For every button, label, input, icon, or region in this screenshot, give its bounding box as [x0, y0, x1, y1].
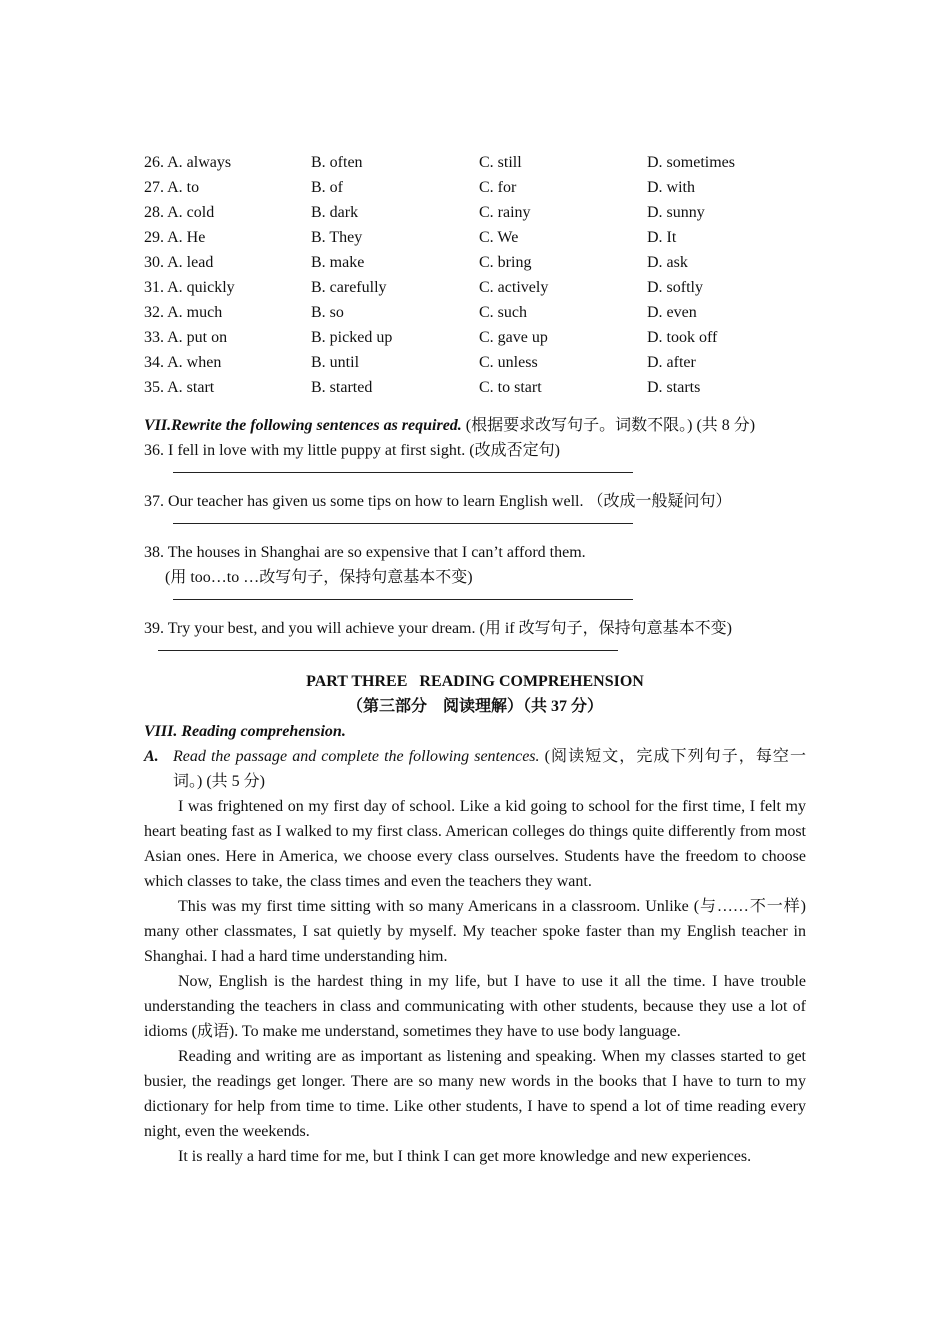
- question-39: 39. Try your best, and you will achieve your dream. (用 if 改写句子，保持句意基本不变): [144, 620, 732, 637]
- option-b: B. until: [311, 354, 360, 371]
- passage-paragraph-2: This was my first time sitting with so many Americans in a classroom. Unlike (与……不一样) many other classmates, I sat quietly by myself. My teacher spoke faster than my English teacher in Shanghai. I had a hard time understanding him.: [144, 898, 806, 965]
- option-row-30: [144, 250, 806, 275]
- option-c: C. actively: [479, 279, 549, 296]
- question-37: 37. Our teacher has given us some tips on how to learn English well. （改成一般疑问句）: [144, 493, 732, 510]
- option-b: B. so: [311, 304, 344, 321]
- question-36: 36. I fell in love with my little puppy at first sight. (改成否定句): [144, 442, 560, 459]
- option-row-31: [144, 275, 806, 300]
- option-c: C. We: [479, 229, 519, 246]
- option-b: B. picked up: [311, 329, 393, 346]
- option-d: D. softly: [647, 279, 703, 296]
- option-d: D. sometimes: [647, 154, 735, 171]
- passage-paragraph-3: Now, English is the hardest thing in my life, but I have to use it all the time. I have trouble understanding the teachers in class and communicating with other students, because they use a lot of idioms (成语). To make me understand, sometimes they have to use body language.: [144, 973, 806, 1040]
- passage-paragraph-1: I was frightened on my first day of school. Like a kid going to school for the first time, I felt my heart beating fast as I walked to my first class. American colleges do things quite differently from most Asian ones. Here in America, we choose every class ourselves. Students have the freedom to choose which classes to take, the class times and even the teachers they want.: [144, 798, 806, 890]
- option-b: B. make: [311, 254, 365, 271]
- option-c: C. unless: [479, 354, 538, 371]
- option-d: D. even: [647, 304, 697, 321]
- option-c: C. to start: [479, 379, 542, 396]
- part-three-subheading: （第三部分 阅读理解）（共 37 分）: [346, 698, 603, 715]
- option-row-26: [144, 150, 806, 175]
- option-a: 32. A. much: [144, 304, 223, 321]
- option-b: B. They: [311, 229, 363, 246]
- option-a: 30. A. lead: [144, 254, 214, 271]
- section-7-heading: [144, 413, 806, 438]
- option-c: C. still: [479, 154, 522, 171]
- question-38: 38. The houses in Shanghai are so expensive that I can’t afford them.: [144, 544, 586, 561]
- question-38-note: (用 too…to …改写句子，保持句意基本不变): [165, 569, 473, 586]
- passage-paragraph-5: It is really a hard time for me, but I think I can get more knowledge and new experiences.: [178, 1148, 752, 1165]
- option-d: D. starts: [647, 379, 701, 396]
- section-a-note: (阅读短文，完成下列句子，每空一词。) (共 5 分): [173, 748, 806, 790]
- option-d: D. sunny: [647, 204, 705, 221]
- option-row-35: [144, 375, 806, 400]
- option-a: 29. A. He: [144, 229, 206, 246]
- option-a: 34. A. when: [144, 354, 222, 371]
- section-7-title: VII.Rewrite the following sentences as required.: [144, 417, 462, 434]
- options-table: [144, 150, 806, 400]
- option-b: B. often: [311, 154, 363, 171]
- part-three-heading: PART THREE READING COMPREHENSION: [306, 673, 644, 690]
- passage-paragraph-4: Reading and writing are as important as listening and speaking. When my classes started to get busier, the readings get longer. There are so many new words in the books that I have to turn to my dictionary for help from time to time. Like other students, I have to spend a lot of time reading every night, even the weekends.: [144, 1048, 806, 1140]
- option-row-27: [144, 175, 806, 200]
- section-a-instruction: [144, 744, 806, 794]
- document-page: [144, 150, 806, 1169]
- option-b: B. of: [311, 179, 343, 196]
- option-a: 35. A. start: [144, 379, 215, 396]
- section-a-label: A.: [144, 748, 159, 765]
- option-b: B. carefully: [311, 279, 387, 296]
- option-d: D. after: [647, 354, 696, 371]
- option-a: 28. A. cold: [144, 204, 215, 221]
- option-row-28: [144, 200, 806, 225]
- option-c: C. for: [479, 179, 517, 196]
- option-a: 31. A. quickly: [144, 279, 235, 296]
- option-c: C. rainy: [479, 204, 531, 221]
- answer-line-38[interactable]: [173, 598, 633, 600]
- option-b: B. dark: [311, 204, 359, 221]
- option-b: B. started: [311, 379, 373, 396]
- option-row-33: [144, 325, 806, 350]
- option-d: D. ask: [647, 254, 688, 271]
- option-c: C. bring: [479, 254, 532, 271]
- option-a: 26. A. always: [144, 154, 232, 171]
- option-a: 33. A. put on: [144, 329, 228, 346]
- answer-line-37[interactable]: [173, 522, 633, 524]
- option-c: C. such: [479, 304, 527, 321]
- section-8-heading: VIII. Reading comprehension.: [144, 723, 346, 740]
- section-a-instruction-text: Read the passage and complete the following sentences.: [173, 748, 540, 765]
- answer-line-39[interactable]: [158, 649, 618, 651]
- option-c: C. gave up: [479, 329, 548, 346]
- answer-line-36[interactable]: [173, 471, 633, 473]
- section-7-note: (根据要求改写句子。词数不限。) (共 8 分): [461, 417, 756, 434]
- option-d: D. took off: [647, 329, 718, 346]
- option-row-29: [144, 225, 806, 250]
- option-row-34: [144, 350, 806, 375]
- option-d: D. It: [647, 229, 677, 246]
- option-d: D. with: [647, 179, 695, 196]
- option-row-32: [144, 300, 806, 325]
- option-a: 27. A. to: [144, 179, 200, 196]
